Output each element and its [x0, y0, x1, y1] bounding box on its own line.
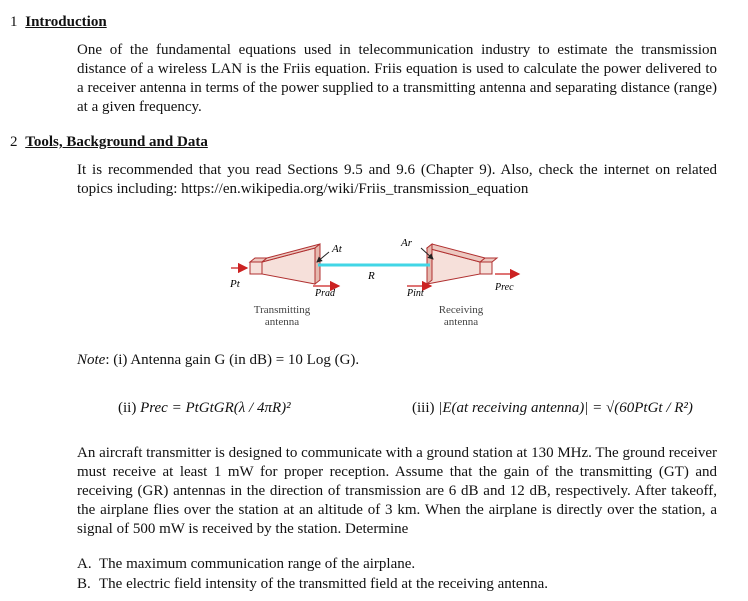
section-1-heading — [10, 14, 107, 31]
formula-ii-label: (ii) — [118, 400, 137, 416]
section-number: 1 — [10, 14, 18, 30]
formula-iii — [412, 400, 693, 417]
note-line — [77, 352, 359, 369]
task-text: The maximum communication range of the airplane. — [99, 556, 416, 572]
section-number: 2 — [10, 134, 18, 150]
section-2-body: It is recommended that you read Sections 9.5 and 9.6 (Chapter 9). Also, check the internet on related topics including: https://en.wikipedia.org/wiki/Friis_transmission_equation — [77, 162, 717, 197]
label-pt: Pt — [230, 278, 240, 290]
note-label: Note — [77, 352, 106, 368]
label-r: R — [368, 270, 375, 282]
section-title: Introduction — [25, 14, 107, 30]
section-1-body: One of the fundamental equations used in telecommunication industry to estimate the transmission distance of a wireless LAN is the Friis equation. Friis equation is used to calculate the power delivered to a receiver antenna in terms of the power supplied to a transmitting antenna and separating distance (range) at a given frequency. — [77, 42, 717, 115]
section-2-heading — [10, 134, 208, 151]
problem-statement: An aircraft transmitter is designed to communicate with a ground station at 130 MHz. The ground receiver must receive at least 1 mW for proper reception. Assume that the gain of the transmitting (GT) and receiving (GR) antennas in the direction of transmission are 6 dB and 12 dB, respectively. After takeoff, the airplane flies over the station at an altitude of 3 km. When the airplane is directly over the station, a signal of 500 mW is received by the station. Determine — [77, 445, 717, 537]
task-letter: A. — [77, 556, 92, 572]
task-letter: B. — [77, 576, 91, 592]
formula-iii-text: |E(at receiving antenna)| = √(60PtGt / R²) — [438, 400, 693, 416]
task-text: The electric field intensity of the transmitted field at the receiving antenna. — [99, 576, 548, 592]
receiving-antenna-icon — [427, 244, 497, 284]
caption-tx-line1: Transmitting — [253, 304, 311, 316]
formula-ii-text: Prec = PtGtGR(λ / 4πR)² — [140, 400, 291, 416]
friis-diagram — [225, 232, 525, 332]
caption-rx-line2: antenna — [443, 316, 479, 328]
caption-rx-line1: Receiving — [438, 304, 484, 316]
transmitting-antenna-icon — [250, 244, 320, 284]
task-item-a — [77, 556, 415, 573]
formula-ii — [118, 400, 291, 417]
task-item-b — [77, 576, 548, 593]
label-prad: Prad — [315, 288, 335, 299]
caption-tx-line2: antenna — [264, 316, 300, 328]
label-prec: Prec — [495, 282, 514, 293]
label-at: At — [332, 243, 342, 255]
note-text: : (i) Antenna gain G (in dB) = 10 Log (G). — [105, 352, 360, 368]
section-title: Tools, Background and Data — [25, 134, 208, 150]
label-pint: Pint — [407, 288, 424, 299]
label-ar: Ar — [401, 237, 412, 249]
formula-iii-label: (iii) — [412, 400, 435, 416]
